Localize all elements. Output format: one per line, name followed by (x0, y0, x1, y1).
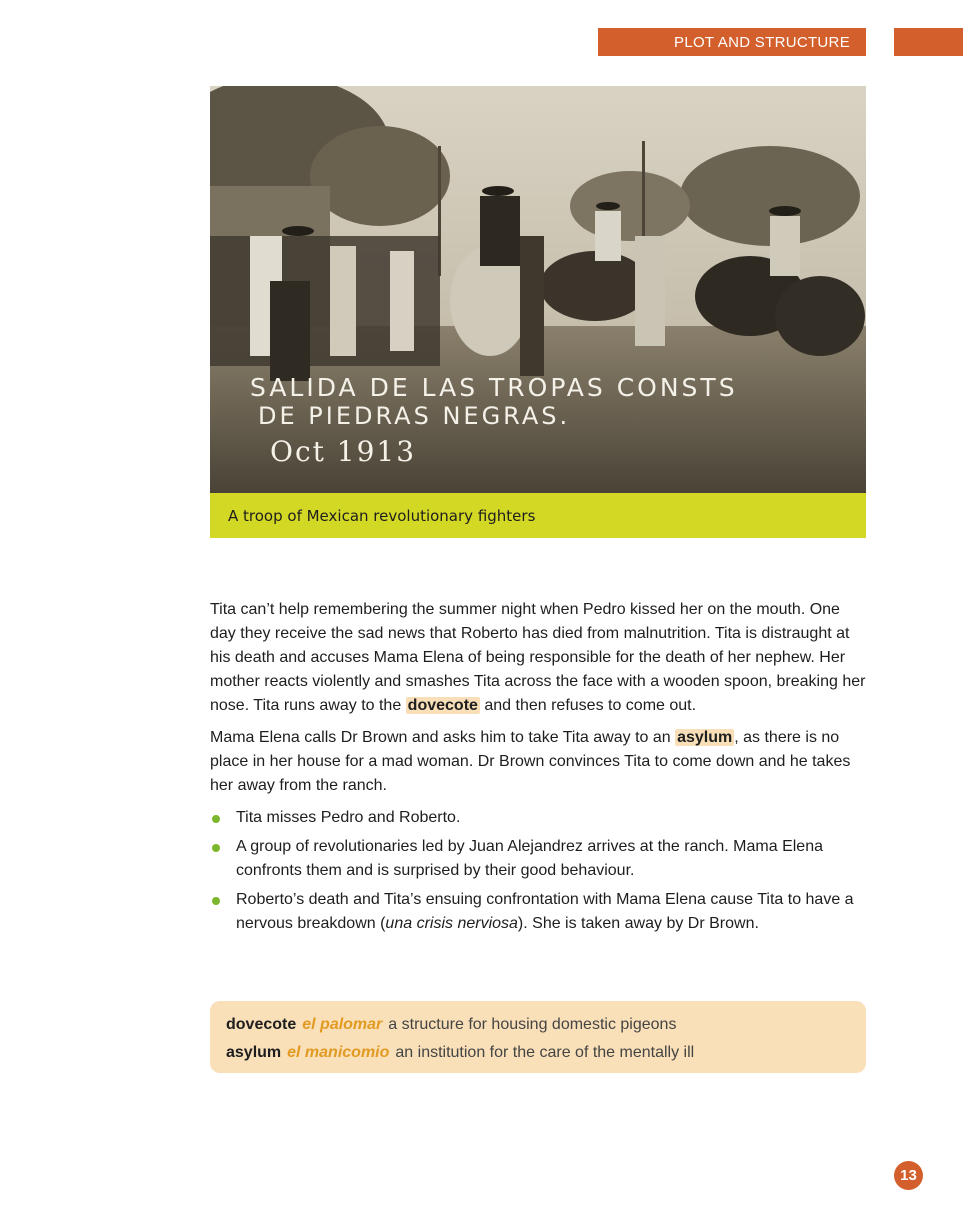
bullet-dot-icon (212, 844, 220, 852)
bullet-text-b: ). She is taken away by Dr Brown. (517, 915, 759, 932)
glossary-definition: a structure for housing domestic pigeons (388, 1016, 677, 1033)
page-number: 13 (900, 1167, 917, 1184)
paragraph-2-text-b: , as there is no place in her house for a mad woman. Dr Brown convinces Tita to come down and he takes her away from the ranch. (210, 729, 851, 794)
section-title: PLOT AND STRUCTURE (674, 33, 850, 51)
glossary-term: dovecote (226, 1016, 297, 1033)
glossary-definition: an institution for the care of the mentally ill (395, 1044, 695, 1061)
bullet-text-italic: una crisis nerviosa (385, 915, 518, 932)
section-header-tab (598, 28, 866, 56)
glossary-row (226, 1039, 850, 1067)
list-item (210, 888, 866, 936)
photo-caption-text: A troop of Mexican revolutionary fighters (228, 506, 536, 525)
paragraph-1-text-a: Tita can’t help remembering the summer night when Pedro kissed her on the mouth. One day they receive the sad news that Roberto has died from malnutrition. Tita is distraught at his death and accuses Mama Elena of being responsible for the death of her nephew. Her mother reacts violently and smashes Tita across the face with a wooden spoon, breaking her nose. Tita runs away to the (210, 601, 866, 714)
list-item (210, 835, 866, 883)
historical-photo (210, 86, 866, 493)
paragraph-2-text-a: Mama Elena calls Dr Brown and asks him to take Tita away to an (210, 729, 676, 746)
glossary-spanish: el palomar (302, 1016, 383, 1033)
photo-overlay-line1: SALIDA DE LAS TROPAS CONSTS (250, 373, 738, 402)
highlight-dovecote: dovecote (407, 697, 478, 714)
bullet-dot-icon (212, 897, 220, 905)
bullet-dot-icon (212, 815, 220, 823)
photo-overlay-line3: Oct 1913 (270, 435, 417, 468)
list-item (210, 806, 866, 830)
photo-caption (210, 493, 866, 538)
main-text (210, 598, 866, 941)
header-accent-bar (894, 28, 963, 56)
glossary-box (210, 1001, 866, 1073)
summary-bullet-list (210, 806, 866, 936)
paragraph-2 (210, 726, 866, 798)
paragraph-1 (210, 598, 866, 718)
glossary-row (226, 1011, 850, 1039)
bullet-text: Tita misses Pedro and Roberto. (236, 809, 461, 826)
glossary-spanish: el manicomio (287, 1044, 390, 1061)
highlight-asylum: asylum (677, 729, 733, 746)
page-number-badge (894, 1161, 923, 1190)
paragraph-1-text-b: and then refuses to come out. (479, 697, 697, 714)
glossary-term: asylum (226, 1044, 282, 1061)
bullet-text: A group of revolutionaries led by Juan Alejandrez arrives at the ranch. Mama Elena confronts them and is surprised by their good behaviour. (236, 838, 823, 879)
bullet-text-a: Roberto’s death and Tita’s ensuing confrontation with Mama Elena cause Tita to have a nervous breakdown ( (236, 891, 854, 932)
photo-overlay-line2: DE PIEDRAS NEGRAS. (258, 402, 571, 430)
